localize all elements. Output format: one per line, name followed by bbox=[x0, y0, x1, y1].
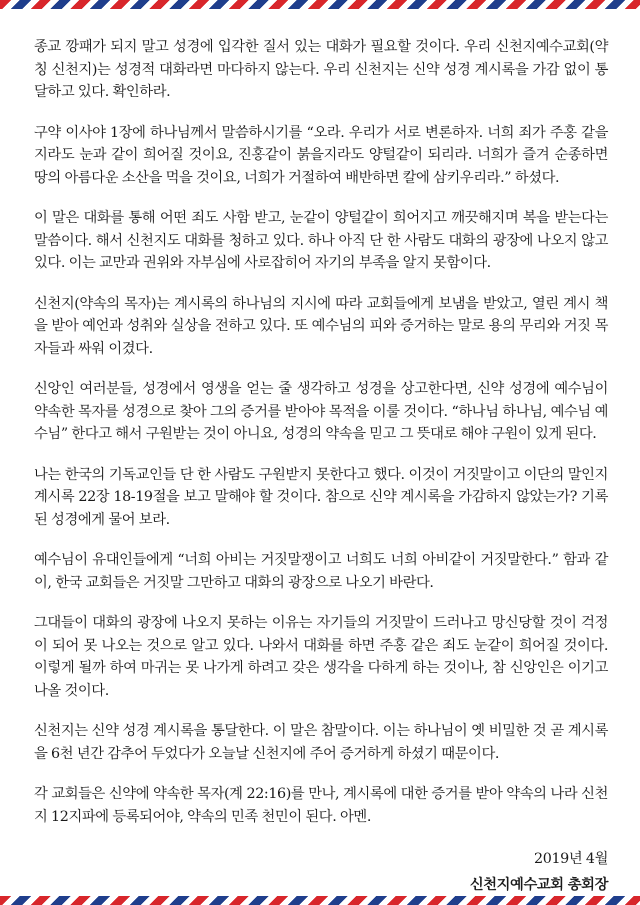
paragraph-7: 예수님이 유대인들에게 “너희 아비는 거짓말쟁이고 너희도 너희 아비같이 거짓말한다.” 함과 같이, 한국 교회들은 거짓말 그만하고 대화의 광장으로 나오기 바란다. bbox=[34, 552, 608, 591]
airmail-border-top bbox=[0, 0, 640, 9]
signature-block bbox=[34, 846, 608, 898]
paragraph-4: 신천지(약속의 목자)는 계시록의 하나님의 지시에 따라 교회들에게 보냄을 받았고, 열린 계시 책을 받아 예언과 성취와 실상을 전하고 있다. 또 예수님의 피와 증거하는 말로 용의 무리와 거짓 목자들과 싸워 이겼다. bbox=[34, 295, 608, 357]
paragraph-9: 신천지는 신약 성경 계시록을 통달한다. 이 말은 참말이다. 이는 하나님이 옛 비밀한 것 곧 계시록을 6천 년간 감추어 두었다가 오늘날 신천지에 주어 증거하게 하셨기 때문이다. bbox=[34, 723, 608, 762]
paragraph-6: 나는 한국의 기독교인들 단 한 사람도 구원받지 못한다고 했다. 이것이 거짓말이고 이단의 말인지 계시록 22장 18-19절을 보고 말해야 할 것이다. 참으로 신약 계시록을 가감하지 않았는가? 기록된 성경에게 물어 보라. bbox=[34, 466, 608, 528]
signature-name: 신천지예수교회 총회장 bbox=[469, 877, 608, 893]
paragraph-10: 각 교회들은 신약에 약속한 목자(계 22:16)를 만나, 계시록에 대한 증거를 받아 약속의 나라 신천지 12지파에 등록되어야, 약속의 민족 천민이 된다. 아멘. bbox=[34, 786, 608, 825]
paragraph-2: 구약 이사야 1장에 하나님께서 말씀하시기를 “오라. 우리가 서로 변론하자. 너희 죄가 주홍 같을지라도 눈과 같이 희어질 것이요, 진홍같이 붉을지라도 양털같이 되리라. 너희가 즐겨 순종하면 땅의 아름다운 소산을 먹을 것이요, 너희가 거절하여 배반하면 칼에 삼키우리라.” 하셨다. bbox=[34, 124, 608, 186]
paragraph-5: 신앙인 여러분들, 성경에서 영생을 얻는 줄 생각하고 성경을 상고한다면, 신약 성경에 예수님이 약속한 목자를 성경으로 찾아 그의 증거를 받아야 목적을 이룰 것이다. “하나님 하나님, 예수님 예수님” 한다고 해서 구원받는 것이 아니요, 성경의 약속을 믿고 그 뜻대로 해야 구원이 있게 된다. bbox=[34, 381, 608, 442]
signature-date: 2019년 4월 bbox=[534, 851, 608, 867]
airmail-border-bottom bbox=[0, 896, 640, 905]
paragraph-1: 종교 깡패가 되지 말고 성경에 입각한 질서 있는 대화가 필요할 것이다. 우리 신천지예수교회(약칭 신천지)는 성경적 대화라면 마다하지 않는다. 우리 신천지는 신약 성경 계시록을 가감 없이 통달하고 있다. 확인하라. bbox=[34, 39, 608, 100]
letter-body bbox=[34, 36, 608, 898]
paragraph-8: 그대들이 대화의 광장에 나오지 못하는 이유는 자기들의 거짓말이 드러나고 망신당할 것이 걱정이 되어 못 나오는 것으로 알고 있다. 나와서 대화를 하면 주홍 같은 죄도 눈같이 희어질 것이다. 이렇게 될까 하여 마귀는 못 나가게 하려고 갖은 생각을 다하게 하는 것이나, 참 신앙인은 이기고 나올 것이다. bbox=[34, 615, 608, 699]
paragraph-3: 이 말은 대화를 통해 어떤 죄도 사함 받고, 눈같이 양털같이 희어지고 깨끗해지며 복을 받는다는 말씀이다. 해서 신천지도 대화를 청하고 있다. 하나 아직 단 한 사람도 대화의 광장에 나오지 않고 있다. 이는 교만과 권위와 자부심에 사로잡히어 자기의 부족을 알지 못함이다. bbox=[34, 210, 608, 271]
